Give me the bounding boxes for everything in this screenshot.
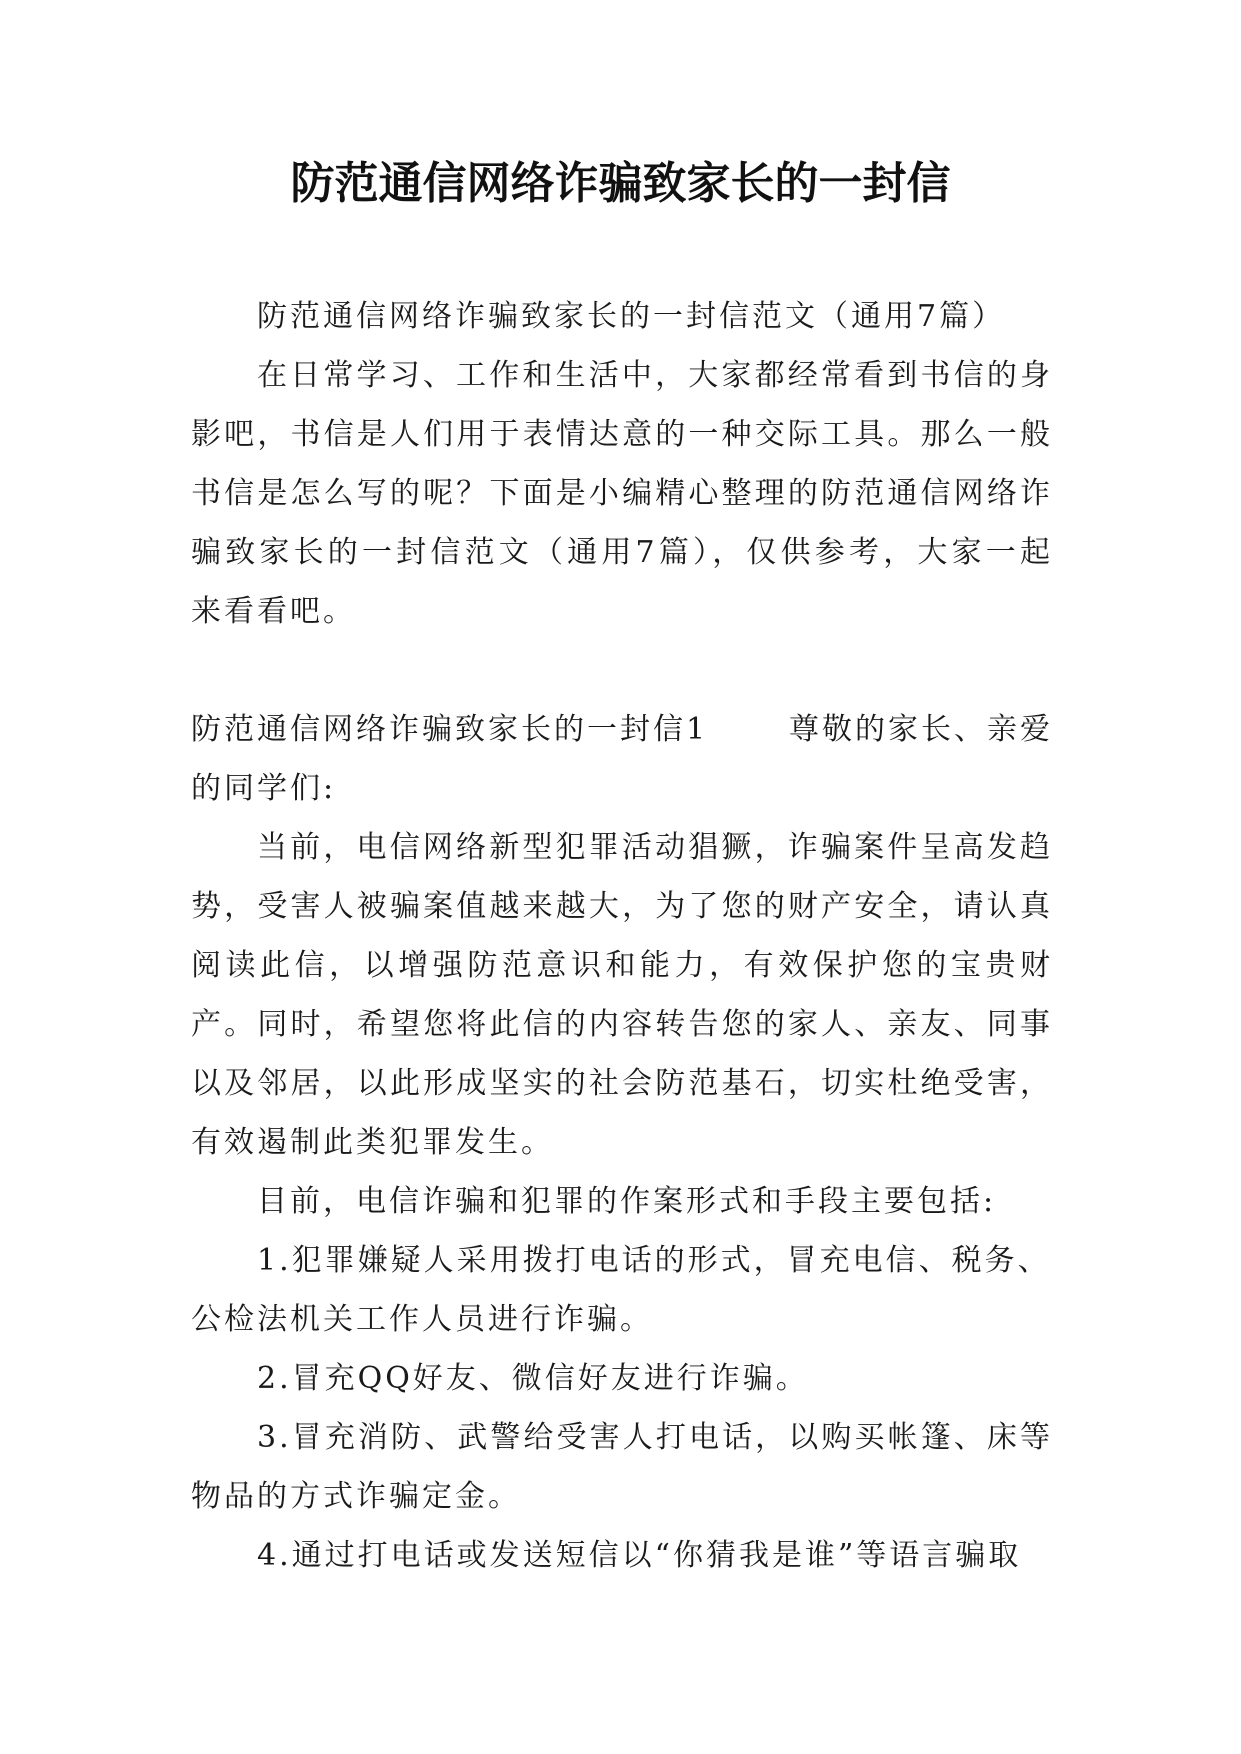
document-title: 防范通信网络诈骗致家长的一封信 [290, 158, 951, 209]
greeting-end: 的同学们: [191, 771, 337, 806]
list-item-1-line-1: 1.犯罪嫌疑人采用拨打电话的形式，冒充电信、税务、 [257, 1243, 1051, 1278]
document-body [191, 287, 1053, 1585]
letter-heading: 防范通信网络诈骗致家长的一封信1 [191, 712, 709, 747]
list-item-2: 2.冒充QQ好友、微信好友进行诈骗。 [257, 1361, 809, 1396]
paragraph-gap [191, 641, 1053, 700]
list-item-3: 3.冒充消防、武警给受害人打电话，以购买帐篷、床等物品的方式诈骗定金。 [191, 1420, 1053, 1514]
subtitle-paragraph: 防范通信网络诈骗致家长的一封信范文（通用7篇） [257, 299, 1006, 334]
body-paragraph-2: 目前，电信诈骗和犯罪的作案形式和手段主要包括: [257, 1184, 997, 1219]
body-paragraph-1: 当前，电信网络新型犯罪活动猖獗，诈骗案件呈高发趋势，受害人被骗案值越来越大，为了您的财产安全，请认真阅读此信，以增强防范意识和能力，有效保护您的宝贵财产。同时，希望您将此信的内容转告您的家人、亲友、同事以及邻居，以此形成坚实的社会防范基石，切实杜绝受害，有效遏制此类犯罪发生。 [191, 830, 1053, 1160]
letter-heading-line [191, 700, 1053, 759]
greeting-start: 尊敬的家长、亲爱 [789, 712, 1053, 747]
list-item-1-line-2: 公检法机关工作人员进行诈骗。 [191, 1302, 653, 1337]
list-item-4: 4.通过打电话或发送短信以“你猜我是谁”等语言骗取 [257, 1538, 1022, 1573]
intro-paragraph: 在日常学习、工作和生活中，大家都经常看到书信的身影吧，书信是人们用于表情达意的一种交际工具。那么一般书信是怎么写的呢？下面是小编精心整理的防范通信网络诈骗致家长的一封信范文（通用7篇），仅供参考，大家一起来看看吧。 [191, 358, 1053, 629]
